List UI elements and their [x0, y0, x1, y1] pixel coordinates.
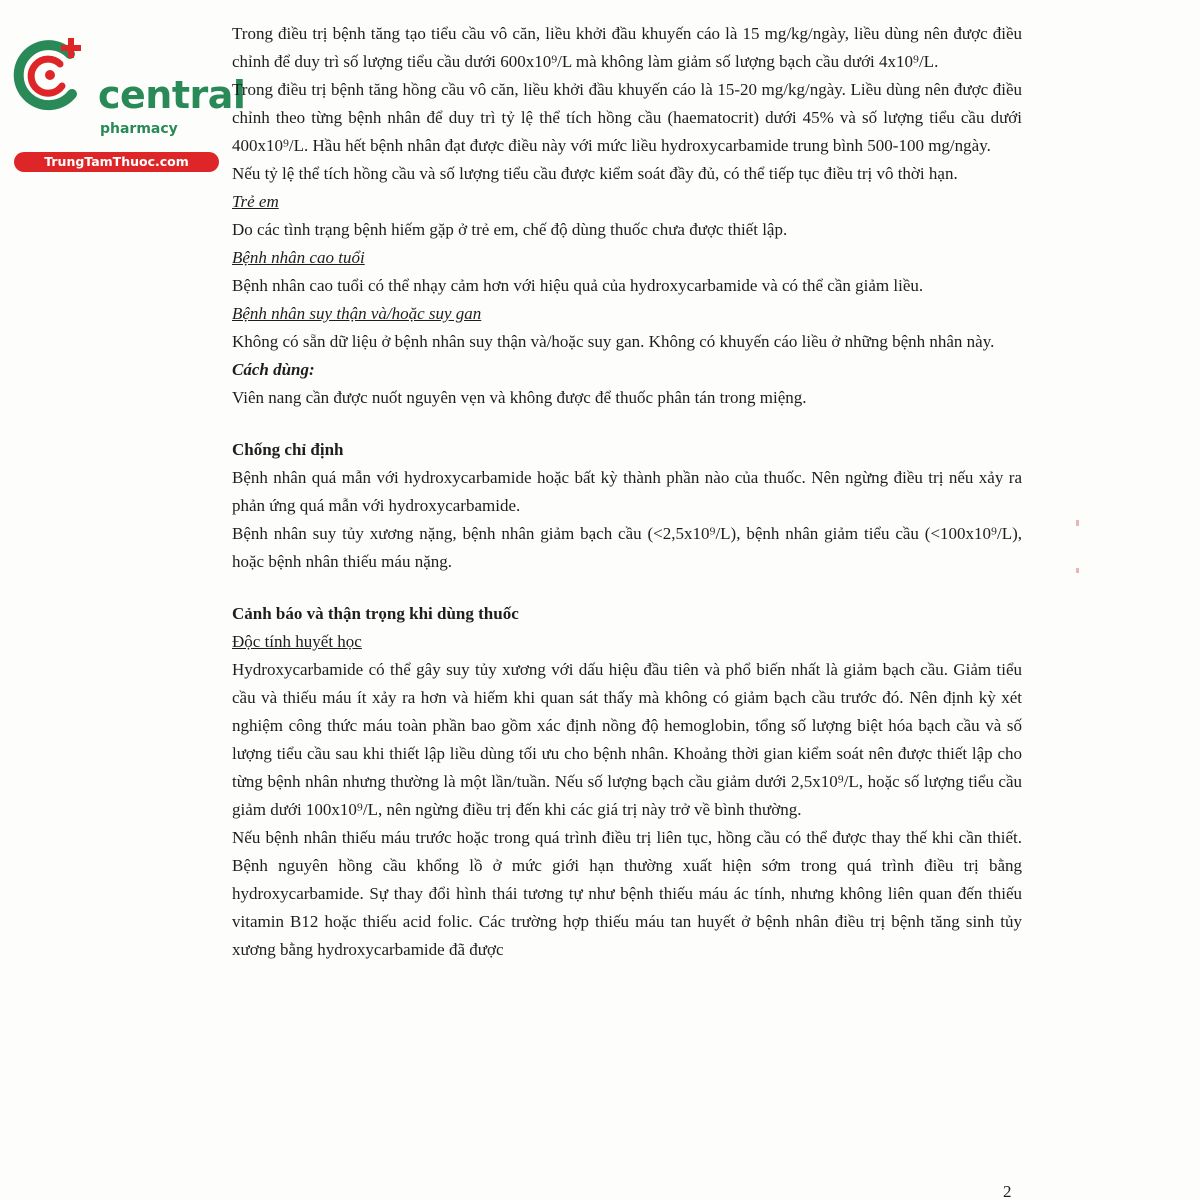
- central-pharmacy-logo: [10, 36, 246, 169]
- central-pharmacy-c-cross-icon: [10, 36, 96, 114]
- paragraph-bone-marrow: Bệnh nhân suy tủy xương nặng, bệnh nhân giảm bạch cầu (<2,5x10⁹/L), bệnh nhân giảm tiểu cầu (<100x10⁹/L), hoặc bệnh nhân thiếu máu nặng.: [232, 524, 1022, 571]
- paragraph-continued-treatment: Nếu tỷ lệ thể tích hồng cầu và số lượng tiểu cầu được kiểm soát đầy đủ, có thể tiếp tục điều trị vô thời hạn.: [232, 164, 958, 183]
- logo-url-banner: TrungTamThuoc.com: [14, 152, 219, 172]
- page-number: 2: [1003, 1182, 1012, 1201]
- subheading-usage: Cách dùng:: [232, 360, 315, 379]
- scan-edge-mark: [1076, 520, 1079, 526]
- paragraph-children: Do các tình trạng bệnh hiếm gặp ở trẻ em, chế độ dùng thuốc chưa được thiết lập.: [232, 220, 788, 239]
- logo-subtitle: pharmacy: [100, 121, 178, 137]
- heading-contraindications: Chống chỉ định: [232, 440, 344, 459]
- paragraph-hematologic-toxicity: Hydroxycarbamide có thể gây suy tủy xương với dấu hiệu đầu tiên và phổ biến nhất là giảm bạch cầu. Giảm tiểu cầu và thiếu máu ít xảy ra hơn và hiếm khi quan sát thấy mà không có giảm bạch cầu trước đó. Nên định kỳ xét nghiệm công thức máu toàn phần bao gồm xác định nồng độ hemoglobin, tổng số lượng biệt hóa bạch cầu và số lượng tiểu cầu sau khi thiết lập liều dùng tối ưu cho bệnh nhân. Khoảng thời gian kiểm soát nên được thiết lập cho từng bệnh nhân nhưng thường là một lần/tuần. Nếu số lượng bạch cầu giảm dưới 2,5x10⁹/L, hoặc số lượng tiểu cầu giảm dưới 100x10⁹/L, nên ngừng điều trị đến khi các giá trị này trở về bình thường.: [232, 660, 1022, 819]
- subheading-renal-hepatic: Bệnh nhân suy thận và/hoặc suy gan: [232, 304, 482, 323]
- scan-edge-mark: [1076, 568, 1079, 573]
- heading-warnings: Cảnh báo và thận trọng khi dùng thuốc: [232, 604, 519, 623]
- subheading-hematologic-toxicity: Độc tính huyết học: [232, 632, 362, 651]
- paragraph-essential-thrombocythemia-dose: Trong điều trị bệnh tăng tạo tiểu cầu vô căn, liều khởi đầu khuyến cáo là 15 mg/kg/ngày, liều dùng nên được điều chỉnh để duy trì số lượng tiểu cầu dưới 600x10⁹/L mà không làm giảm số lượng bạch cầu dưới 4x10⁹/L.: [232, 24, 1022, 71]
- paragraph-hypersensitivity: Bệnh nhân quá mẫn với hydroxycarbamide hoặc bất kỳ thành phần nào của thuốc. Nên ngừng điều trị nếu xảy ra phản ứng quá mẫn với hydroxycarbamide.: [232, 468, 1022, 515]
- paragraph-usage: Viên nang cần được nuốt nguyên vẹn và không được để thuốc phân tán trong miệng.: [232, 388, 807, 407]
- document-body: [232, 20, 1022, 964]
- logo-name: central: [98, 73, 246, 117]
- paragraph-elderly: Bệnh nhân cao tuổi có thể nhạy cảm hơn với hiệu quả của hydroxycarbamide và có thể cần giảm liều.: [232, 276, 924, 295]
- subheading-children: Trẻ em: [232, 192, 279, 211]
- paragraph-polycythemia-vera-dose: Trong điều trị bệnh tăng hồng cầu vô căn, liều khởi đầu khuyến cáo là 15-20 mg/kg/ngày. Liều dùng nên được điều chỉnh theo từng bệnh nhân để duy trì tỷ lệ thể tích hồng cầu (haematocrit) dưới 45% và số lượng tiểu cầu dưới 400x10⁹/L. Hầu hết bệnh nhân đạt được điều này với mức liều hydroxycarbamide trung bình 500-100 mg/ngày.: [232, 80, 1022, 155]
- paragraph-renal-hepatic: Không có sẵn dữ liệu ở bệnh nhân suy thận và/hoặc suy gan. Không có khuyến cáo liều ở những bệnh nhân này.: [232, 332, 995, 351]
- subheading-elderly: Bệnh nhân cao tuổi: [232, 248, 365, 267]
- paragraph-anemia: Nếu bệnh nhân thiếu máu trước hoặc trong quá trình điều trị liên tục, hồng cầu có thể được thay thế khi cần thiết. Bệnh nguyên hồng cầu khổng lồ ở mức giới hạn thường xuất hiện sớm trong quá trình điều trị bằng hydroxycarbamide. Sự thay đổi hình thái tương tự như bệnh thiếu máu ác tính, nhưng không liên quan đến thiếu vitamin B12 hoặc thiếu acid folic. Các trường hợp thiếu máu tan huyết ở bệnh nhân điều trị bệnh tăng sinh tủy xương bằng hydroxycarbamide đã được: [232, 828, 1022, 959]
